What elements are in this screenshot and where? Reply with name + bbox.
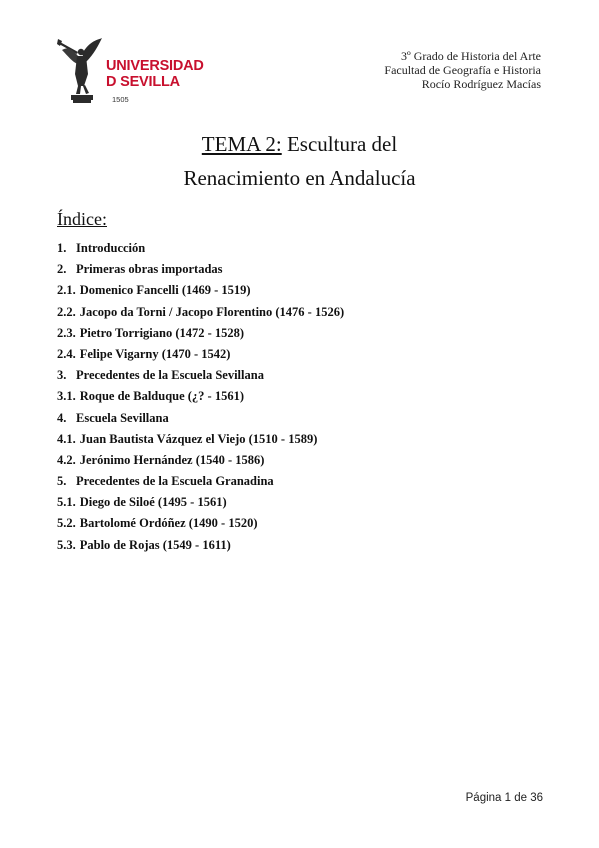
toc-item-text: Precedentes de la Escuela Sevillana: [76, 368, 264, 383]
title-line2: Renacimiento en Andalucía: [183, 166, 416, 190]
author-name: Rocío Rodríguez Macías: [421, 77, 541, 91]
toc-item-text: Escuela Sevillana: [76, 410, 169, 425]
toc-item-number: 4.: [57, 410, 67, 425]
toc-item-number: 3.: [57, 368, 67, 383]
page-number: Página 1 de 36: [465, 792, 543, 804]
toc-item: [57, 492, 344, 513]
toc-item-number: 2.4.: [57, 346, 76, 361]
toc-item: [57, 365, 344, 386]
toc-item: [57, 386, 344, 407]
toc-item-number: 5.2.: [57, 516, 76, 531]
toc-item-text: Diego de Siloé (1495 - 1561): [79, 495, 227, 510]
toc-item-text: Domenico Fancelli (1469 - 1519): [79, 283, 251, 298]
toc-item-number: 1.: [57, 241, 67, 255]
toc-item-text: Jacopo da Torni / Jacopo Florentino (1476 - 1526): [79, 304, 345, 319]
toc-item: [57, 513, 344, 534]
toc-item-number: 5.: [57, 474, 67, 489]
course-label: 3º Grado de Historia del Arte: [400, 49, 541, 63]
toc-item-text: Precedentes de la Escuela Granadina: [76, 474, 274, 489]
document-title: [0, 127, 599, 195]
angel-emblem-icon: [56, 34, 104, 104]
toc-item-number: 2.: [57, 262, 67, 277]
toc-item: [57, 259, 344, 280]
toc-item-text: Jerónimo Hernández (1540 - 1586): [79, 452, 265, 467]
toc-item-text: Introducción: [76, 241, 146, 255]
toc-item: [57, 302, 344, 323]
toc-item-number: 3.1.: [57, 389, 76, 404]
toc-item-number: 2.3.: [57, 325, 76, 340]
toc-item-number: 2.1.: [57, 283, 76, 298]
toc-item: [57, 471, 344, 492]
toc-item: [57, 344, 344, 365]
toc-item-text: Felipe Vigarny (1470 - 1542): [79, 346, 231, 361]
toc-item-text: Bartolomé Ordóñez (1490 - 1520): [79, 516, 258, 531]
toc-item-text: Pietro Torrigiano (1472 - 1528): [79, 325, 245, 340]
toc-item-text: Roque de Balduque (¿? - 1561): [79, 389, 245, 404]
toc-item: [57, 535, 344, 556]
faculty-label: Facultad de Geografía e Historia: [384, 63, 541, 77]
university-logo: [56, 34, 206, 106]
university-name: [106, 58, 204, 90]
university-name-line1: UNIVERSIDAD: [106, 58, 204, 74]
tema-label: TEMA 2:: [201, 132, 282, 156]
toc-item-text: Pablo de Rojas (1549 - 1611): [79, 537, 231, 552]
title-line1-rest: Escultura del: [281, 132, 398, 156]
toc-item-number: 4.1.: [57, 431, 76, 446]
toc-item: [57, 450, 344, 471]
toc-item: [57, 238, 344, 259]
toc-item-number: 4.2.: [57, 452, 76, 467]
toc-item: [57, 280, 344, 301]
toc-item-number: 2.2.: [57, 304, 76, 319]
toc-item: [57, 429, 344, 450]
toc-item-text: Primeras obras importadas: [76, 262, 223, 277]
toc-item-text: Juan Bautista Vázquez el Viejo (1510 - 1589): [79, 431, 318, 446]
university-founding-year: 1505: [112, 95, 129, 104]
university-name-line2: D SEVILLA: [106, 74, 180, 90]
title-line1: [0, 127, 599, 161]
toc-item-number: 5.1.: [57, 495, 76, 510]
document-header-info: [384, 49, 541, 91]
toc-item-number: 5.3.: [57, 537, 76, 552]
toc-item: [57, 323, 344, 344]
index-heading: Índice:: [57, 209, 107, 229]
table-of-contents: [57, 238, 344, 556]
toc-item: [57, 408, 344, 429]
